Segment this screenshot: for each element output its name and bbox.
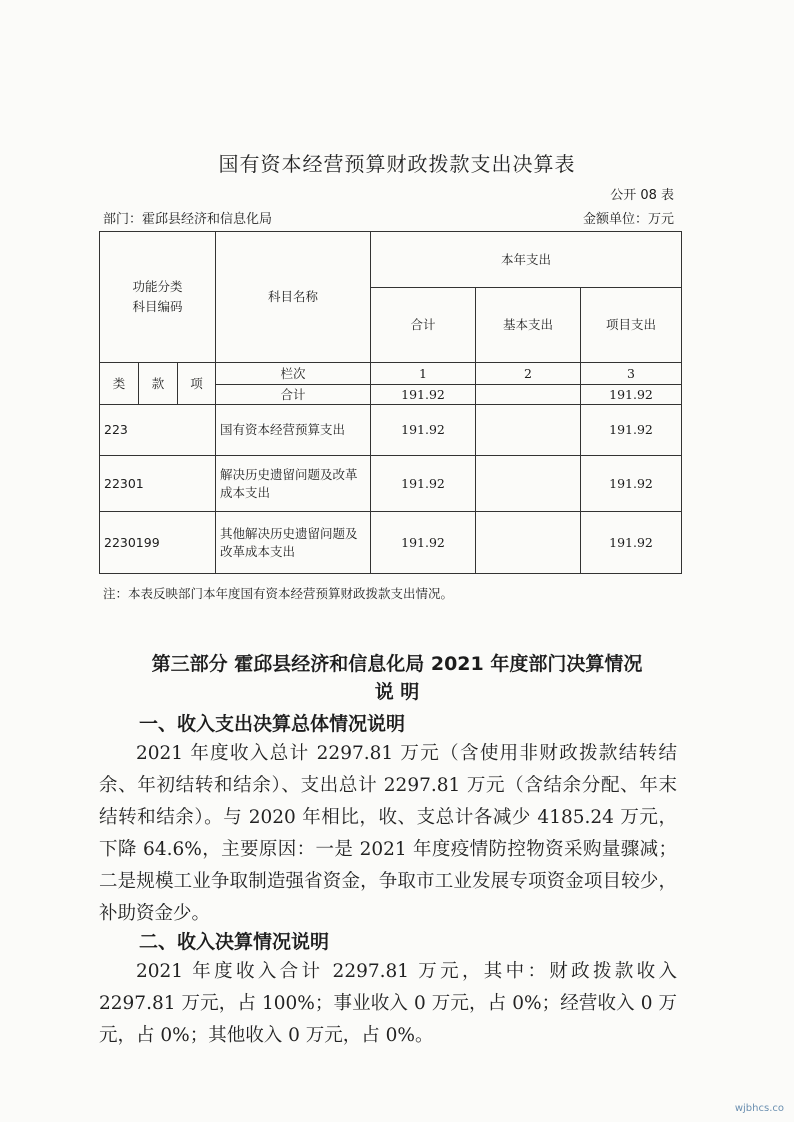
col-index-2: 2 <box>476 363 581 385</box>
budget-table <box>99 231 682 574</box>
table-title: 国有资本经营预算财政拨款支出决算表 <box>218 152 576 176</box>
department-label: 部门：霍邱县经济和信息化局 <box>103 212 273 227</box>
header-function-code-text: 功能分类 科目编码 <box>132 279 183 314</box>
row-basic <box>476 512 581 574</box>
sum-project: 191.92 <box>581 385 682 405</box>
table-row <box>100 512 682 574</box>
row-basic <box>476 456 581 512</box>
row-name: 国有资本经营预算支出 <box>216 405 371 456</box>
row-total: 191.92 <box>371 405 476 456</box>
sum-basic <box>476 385 581 405</box>
header-current-year: 本年支出 <box>371 232 682 288</box>
header-kuan: 款 <box>139 363 178 405</box>
part-title-line2: 说 明 <box>374 681 420 703</box>
amount-unit-label: 金额单位：万元 <box>582 212 674 227</box>
sum-total: 191.92 <box>371 385 476 405</box>
watermark: wjbhcs.co <box>734 1103 784 1114</box>
row-name: 其他解决历史遗留问题及改革成本支出 <box>216 512 371 574</box>
section2-paragraph: 2021 年度收入合计 2297.81 万元，其中：财政拨款收入 2297.81 万元，占 100%；事业收入 0 万元，占 0%；经营收入 0 万元，占 0%；其他收入 0 万元，占 0%。 <box>99 961 677 1046</box>
row-code: 223 <box>100 405 216 456</box>
row-project: 191.92 <box>581 456 682 512</box>
sum-label: 合计 <box>216 385 371 405</box>
table-row <box>100 405 682 456</box>
row-total: 191.92 <box>371 512 476 574</box>
row-basic <box>476 405 581 456</box>
row-code: 22301 <box>100 456 216 512</box>
col-index-3: 3 <box>581 363 682 385</box>
col-index-1: 1 <box>371 363 476 385</box>
table-number: 公开 08 表 <box>610 188 674 203</box>
row-total: 191.92 <box>371 456 476 512</box>
header-subject-name: 科目名称 <box>216 232 371 363</box>
header-function-code <box>100 232 216 363</box>
header-xiang: 项 <box>178 363 216 405</box>
section1-paragraph: 2021 年度收入总计 2297.81 万元（含使用非财政拨款结转结余、年初结转和结余）、支出总计 2297.81 万元（含结余分配、年末结转和结余）。与 2020 年相比，收、支总计各减少 4185.24 万元，下降 64.6%，主要原因：一是 2021 年度疫情防控物资采购量骤减；二是规模工业争取制造强省资金，争取市工业发展专项资金项目较少，补助资金少。 <box>99 743 677 924</box>
row-code: 2230199 <box>100 512 216 574</box>
section2-heading: 二、收入决算情况说明 <box>139 931 330 953</box>
header-lanci: 栏次 <box>216 363 371 385</box>
section1-heading: 一、收入支出决算总体情况说明 <box>139 713 406 735</box>
row-project: 191.92 <box>581 405 682 456</box>
header-total: 合计 <box>371 288 476 363</box>
table-row <box>100 456 682 512</box>
header-lei: 类 <box>100 363 139 405</box>
row-project: 191.92 <box>581 512 682 574</box>
header-project: 项目支出 <box>581 288 682 363</box>
part-title <box>100 650 694 706</box>
table-note: 注：本表反映部门本年度国有资本经营预算财政拨款支出情况。 <box>103 586 454 601</box>
row-name: 解决历史遗留问题及改革成本支出 <box>216 456 371 512</box>
header-basic: 基本支出 <box>476 288 581 363</box>
part-title-line1: 第三部分 霍邱县经济和信息化局 2021 年度部门决算情况 <box>151 653 643 675</box>
